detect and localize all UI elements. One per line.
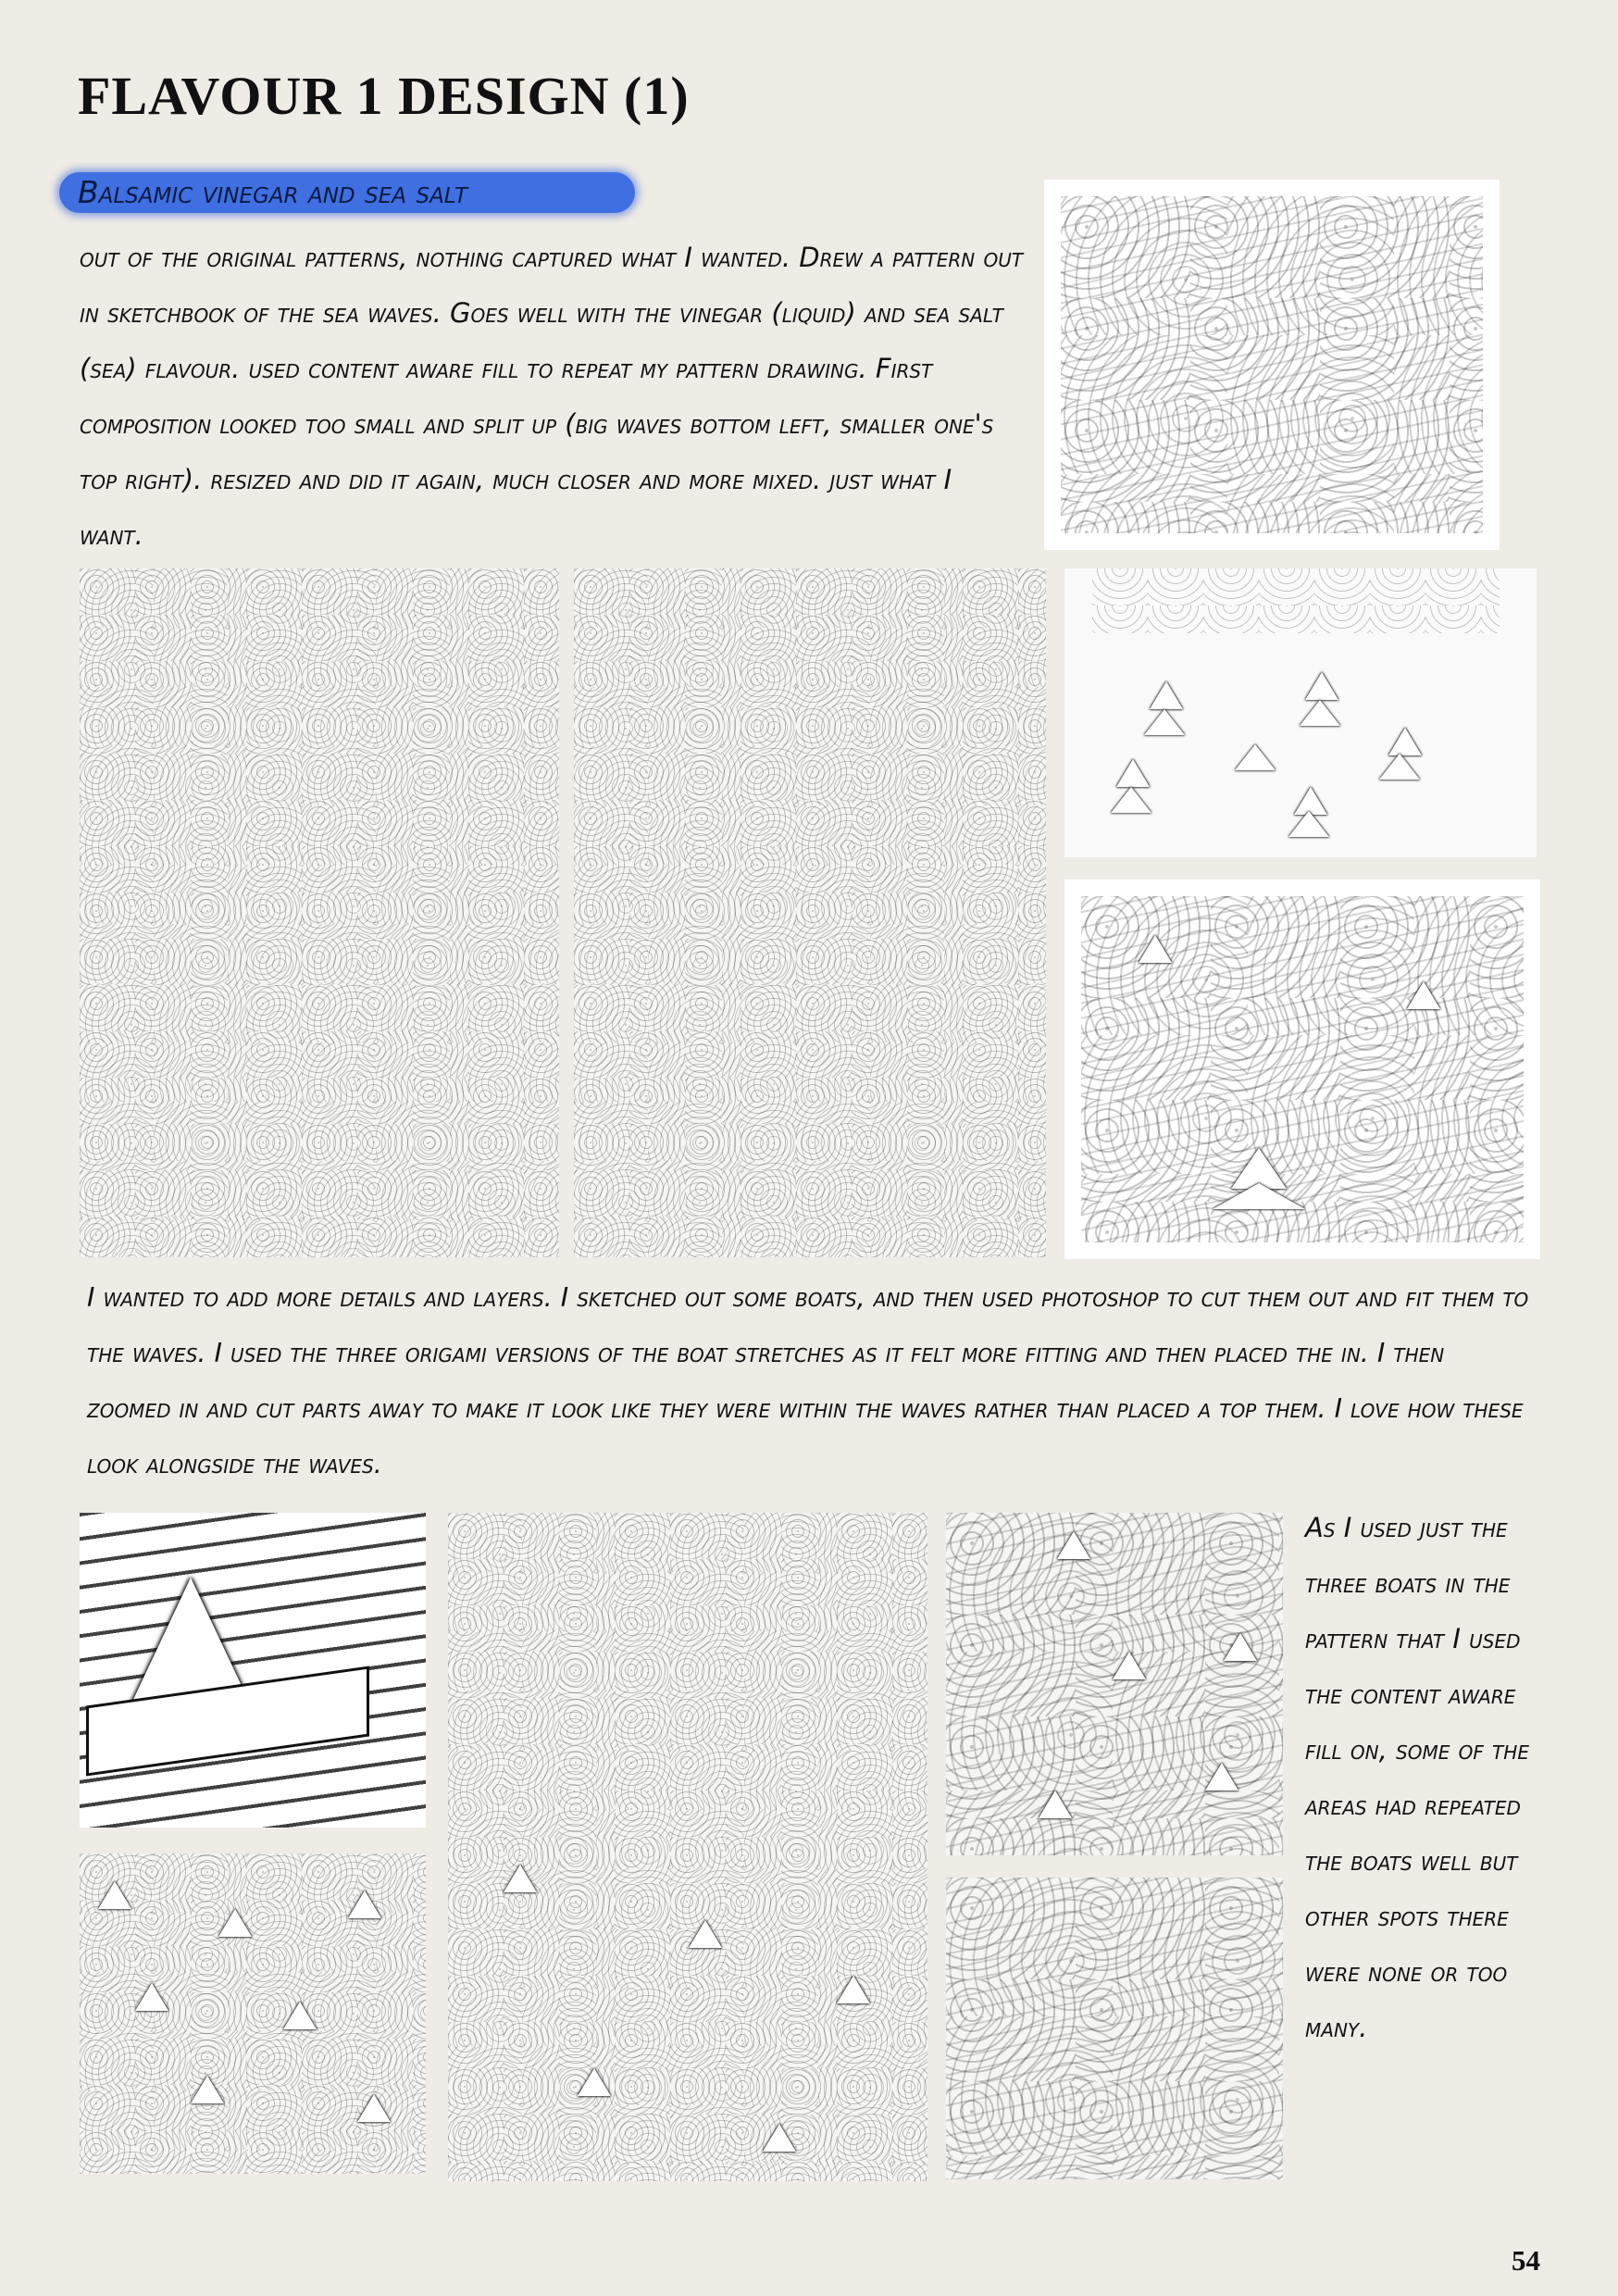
boat-pattern-small-image <box>80 1853 426 2174</box>
waves-with-boats-image <box>1064 880 1540 1259</box>
boat-pattern-tall-image <box>448 1513 927 2181</box>
page-number: 54 <box>1512 2244 1540 2277</box>
subtitle: Balsamic vinegar and sea salt <box>78 174 468 210</box>
wave-pattern-composition-1-image <box>80 568 559 1257</box>
boat-sketches-image <box>1064 568 1537 857</box>
boat-pattern-detail-1-image <box>946 1513 1283 1855</box>
boat-closeup-image <box>80 1513 426 1828</box>
wave-pattern-composition-2-image <box>574 568 1046 1257</box>
page-title: FLAVOUR 1 DESIGN (1) <box>78 66 690 126</box>
content-aware-paragraph: As I used just the three boats in the pattern that I used the content aware fill on, some of the areas had repeated the boats well but other spots there were none or too many. <box>1305 1512 1529 2043</box>
wave-sketch-original-image <box>1044 180 1500 550</box>
boat-pattern-detail-2-image <box>946 1878 1283 2179</box>
intro-paragraph: out of the original patterns, nothing captured what I wanted. Drew a pattern out in sketchbook of the sea waves. Goes well with the vinegar (liquid) and sea salt (sea) flavour. used content aware fill to repeat my pattern drawing. First composition looked too small and split up (big waves bottom left, smaller one's top right). resized and did it again, much closer and more mixed. just what I want. <box>80 242 1024 551</box>
boats-paragraph: I wanted to add more details and layers. I sketched out some boats, and then used photoshop to cut them out and fit them to the waves. I used the three origami versions of the boat stretches as it felt more fitting and then placed the in. I then zoomed in and cut parts away to make it look like they were within the waves rather than placed a top them. I love how these look alongside the waves. <box>87 1282 1529 1479</box>
